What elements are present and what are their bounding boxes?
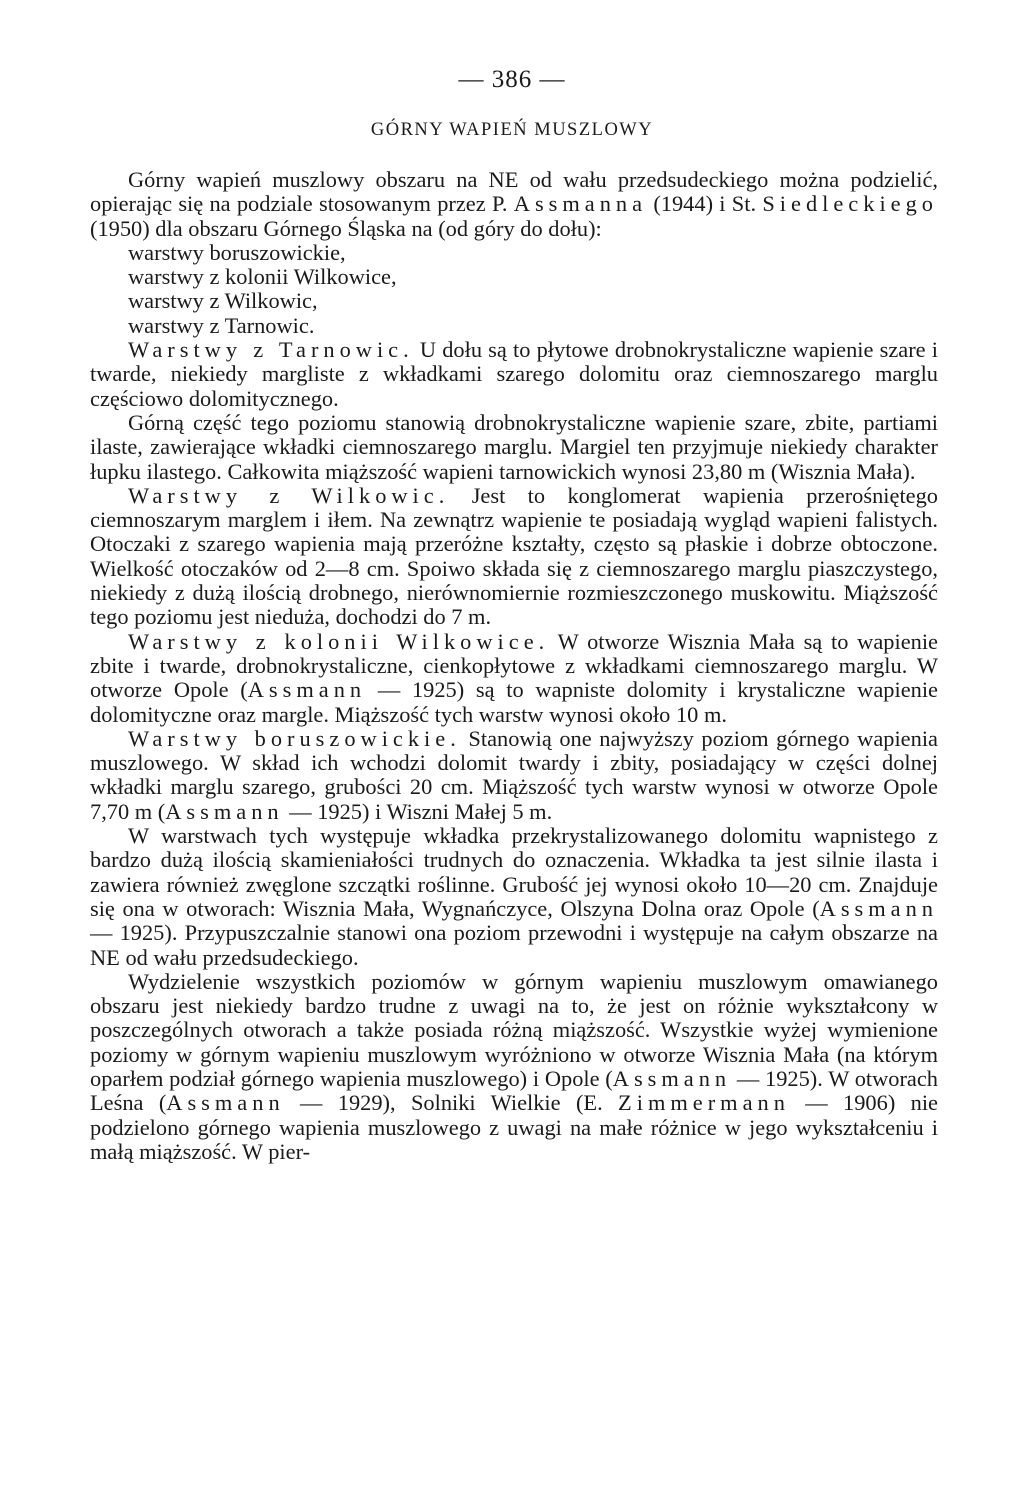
layer-list-item: warstwy boruszowickie, — [128, 239, 346, 265]
paragraph-kolonii — [90, 630, 938, 727]
layer-list-item: warstwy z Wilkowic, — [128, 288, 318, 314]
paragraph-heading: Warstwy z Tarnowic. — [128, 337, 414, 363]
paragraph-intro — [90, 168, 938, 241]
author-name: Assmann — [612, 1065, 732, 1091]
text-run: U dołu są to płytowe drobnokrystaliczne wapienie szare i twarde, niekiedy margliste z wkładkami szarego dolomitu oraz ciemnoszarego marglu częściowo dolomitycznego. — [90, 337, 938, 411]
text-run: — 1925) są to wapniste dolomity i krystaliczne wapienie dolomityczne oraz margle. Miąższość tych warstw wynosi około 10 m. — [90, 677, 938, 727]
paragraph-heading: Warstwy z kolonii Wilkowice. — [128, 628, 550, 654]
text-run: W warstwach tych występuje wkładka przekrystalizowanego dolomitu wapnistego z bardzo dużą ilością skamieniałości trudnych do oznaczenia. Wkładka ta jest silnie ilasta i zawiera również zwęglone szczątki roślinne. Grubość jej wynosi około 10—20 cm. Znajduje się ona w otworach: Wisznia Mała, Wygnańczyce, Olszyna Dolna oraz Opole ( — [90, 823, 938, 921]
text-run: — 1925). Przypuszczalnie stanowi ona poziom przewodni i występuje na całym obszarze na NE od wału przedsudeckiego. — [90, 920, 938, 970]
text-run: Jest to konglomerat wapienia przerośniętego ciemnoszarym marglem i iłem. Na zewnątrz wapienie te posiadają wygląd wapieni falistych. Otoczaki z szarego wapienia mają przeróżne kształty, często są płaskie i dobrze obtoczone. Wielkość otoczaków od 2—8 cm. Spoiwo składa się z ciemnoszarego marglu piaszczystego, niekiedy z dużą ilością drobnego, nierównomiernie rozmieszczonego muskowitu. Miąższość tego poziomu jest nieduża, dochodzi do 7 m. — [90, 482, 938, 630]
author-name: Assmann — [247, 677, 367, 703]
text-run: — 1925) i Wiszni Małej 5 m. — [283, 798, 553, 824]
paragraph-tarnowic — [90, 338, 938, 411]
text-run: W otworze Wisznia Mała są to wapienie zbite i twarde, drobnokrystaliczne, cienkopłytowe z wkładkami ciemnoszarego marglu. W otworze Opole ( — [90, 628, 938, 703]
author-name: Assmann — [819, 895, 938, 921]
author-name: Assmanna — [513, 191, 648, 217]
text-run: (1950) dla obszaru Górnego Śląska na (od góry do dołu): — [90, 215, 602, 241]
paragraph-wilkowic — [90, 484, 938, 630]
author-name: Assmann — [166, 1090, 285, 1116]
author-name: Assmann — [165, 798, 284, 824]
body-text — [90, 168, 938, 1164]
paragraph-heading: Warstwy boruszowickie. — [128, 725, 461, 751]
text-run: — 1925). W otworach Leśna ( — [90, 1065, 939, 1116]
text-run: Stanowią one najwyższy poziom górnego wapienia muszlowego. W skład ich wchodzi dolomit twardy i zbity, posiadający w części dolnej wkładki marglu szarego, grubości 20 cm. Miąższość tych warstw wynosi w otworze Opole 7,70 m ( — [90, 725, 938, 824]
paragraph-division — [90, 970, 938, 1164]
author-name: Siedleckiego — [762, 191, 938, 217]
layer-list — [90, 241, 938, 338]
text-run: — 1929), Solniki Wielkie (E. — [284, 1090, 619, 1116]
paragraph-heading: Warstwy z Wilkowic. — [128, 482, 450, 508]
section-title: GÓRNY WAPIEŃ MUSZLOWY — [370, 120, 654, 140]
paragraph-boruszowickie — [90, 727, 938, 824]
text-run: Wydzielenie wszystkich poziomów w górnym wapieniu muszlowym omawianego obszaru jest niekiedy bardzo trudne z uwagi na to, że jest on różnie wykształcony w poszczególnych otworach a także posiada różną miąższość. Wszystkie wyżej wymienione poziomy w górnym wapieniu muszlowym wyróżniono w otworze Wisznia Mała (na którym oparłem podział górnego wapienia muszlowego) i Opole ( — [90, 968, 938, 1091]
paragraph-upper-part: Górną część tego poziomu stanowią drobnokrystaliczne wapienie szare, zbite, partiami ilaste, zawierające wkładki ciemnoszarego marglu. Margiel ten przyjmuje niekiedy charakter łupku ilastego. Całkowita miąższość wapieni tarnowickich wynosi 23,80 m (Wisznia Mała). — [90, 409, 938, 484]
text-run: Górny wapień muszlowy obszaru na NE od wału przedsudeckiego można podzielić, opierając się na podziale stosowanym przez P. — [90, 167, 938, 217]
author-name: Zimmermann — [618, 1090, 790, 1116]
layer-list-item: warstwy z Tarnowic. — [128, 312, 315, 338]
page-number: — 386 — — [458, 66, 566, 93]
layer-list-item: warstwy z kolonii Wilkowice, — [128, 264, 397, 290]
text-run: (1944) i St. — [647, 191, 763, 217]
text-run: — 1906) nie podzielono górnego wapienia muszlowego z uwagi na małe różnice w jego wykształceniu i małą miąższość. W pier- — [90, 1090, 938, 1164]
paragraph-insert — [90, 824, 938, 970]
